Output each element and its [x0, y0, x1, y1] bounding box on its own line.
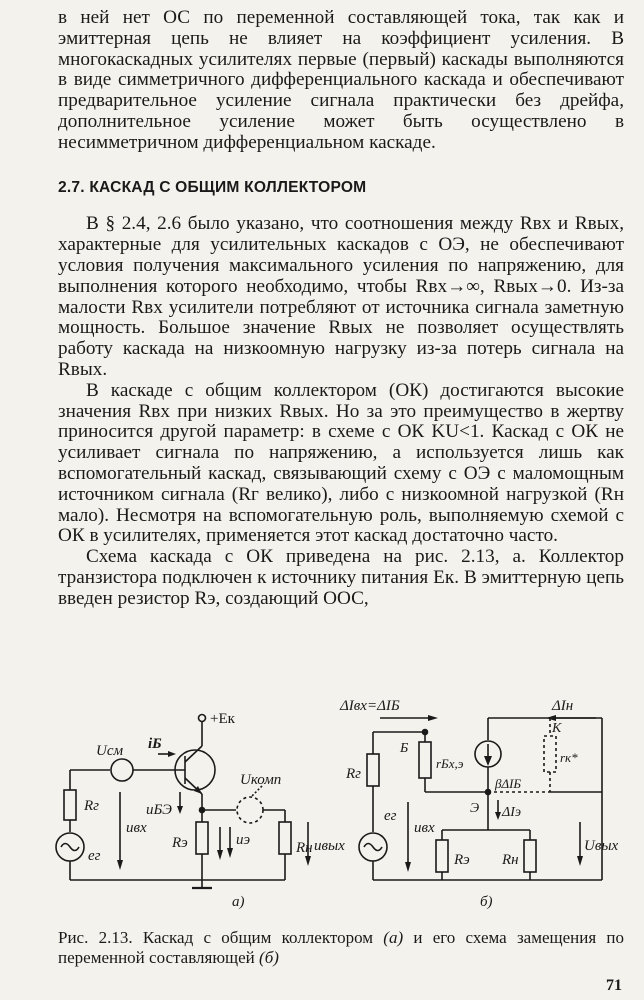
uout-label-a: uвых — [314, 838, 345, 854]
delta-ie-label: ΔIэ — [502, 805, 522, 820]
uin-label-a: uвх — [126, 820, 147, 836]
section-heading: 2.7. КАСКАД С ОБЩИМ КОЛЛЕКТОРОМ — [58, 178, 367, 196]
figure-caption — [58, 928, 624, 968]
ukomp-label: Uкомп — [240, 772, 282, 788]
paragraph-2: В § 2.4, 2.6 было указано, что соотношения между Rвх и Rвых, характерные для усилительных каскадов с ОЭ, не обеспечивают условия получения максимального усиления по напряжению, для выполнения которого необходимо, чтобы Rвх→∞, Rвых→0. Из-за малости Rвх усилители потребляют от источника сигнала заметную мощность. Большое значение Rвых не позволяет осуществлять работу каскада на низкоомную нагрузку из-за потерь сигнала на Rвых. — [58, 213, 624, 380]
rk-label: rк* — [560, 750, 578, 765]
ucm-label: Uсм — [96, 743, 124, 759]
ube-label: uБЭ — [146, 802, 172, 818]
paragraph-4: Схема каскада с ОК приведена на рис. 2.13, а. Коллектор транзистора подключен к источнику питания Eк. В эмиттерную цепь введен резистор Rэ, создающий ООС, — [58, 546, 624, 609]
delta-ivx-label: ΔIвх=ΔIБ — [340, 698, 400, 714]
circuit-diagrams — [40, 692, 630, 917]
figure-2-13 — [40, 692, 630, 917]
caption-a: (а) — [383, 928, 404, 947]
caption-prefix: Рис. 2.13. Каскад с общим коллектором — [58, 928, 384, 947]
rn-label-b: Rн — [502, 852, 519, 868]
label-b: б) — [480, 894, 493, 910]
beta-label: βΔIБ — [495, 776, 522, 791]
paragraph-3: В каскаде с общим коллектором (ОК) достигаются высокие значения Rвх при низких Rвых. Но за это преимущество в жертву приносится другой параметр: в схеме с ОК KU<1. Каскад с ОК не усиливает сигнала по напряжению, а используется лишь как вспомогательный каскад, связывающий схему с ОЭ с маломощным источником сигнала (Rг велико), либо с низкоомной нагрузкой (Rн мало). Несмотря на вспомогательную роль, выполняемую схемой с ОК в усилителях, применяется этот каскад достаточно часто. — [58, 379, 624, 547]
rg-label-b: Rг — [346, 766, 362, 782]
supply-label: +Eк — [210, 711, 235, 727]
rn-label-a: Rн — [296, 840, 313, 856]
label-a: а) — [232, 894, 245, 910]
node-b-label: Б — [400, 741, 409, 756]
rbe-label: rБх,э — [436, 756, 464, 771]
ue-label-a: uэ — [236, 832, 251, 848]
diagram-a — [56, 711, 345, 910]
re-label-b: Rэ — [454, 852, 470, 868]
delta-in-label: ΔIн — [552, 698, 574, 714]
diagram-b — [339, 698, 619, 910]
uout-label-b: Uвых — [584, 838, 619, 854]
caption-b: (б) — [259, 948, 279, 967]
node-k-label: К — [552, 721, 562, 736]
rg-label-a: Rг — [84, 798, 100, 814]
node-e-label: Э — [470, 801, 480, 816]
page-number: 71 — [606, 977, 622, 994]
eg-label-a: eг — [88, 848, 101, 864]
caption-middle: и его схема замещения по переменной составляющей — [58, 928, 625, 967]
re-label-a: Rэ — [172, 835, 188, 851]
body-text — [58, 8, 624, 610]
uin-label-b: uвх — [414, 820, 435, 836]
ib-label: iБ — [148, 736, 162, 752]
paragraph-1: в ней нет ОС по переменной составляющей тока, так как и эмиттерная цепь не влияет на коэффициент усиления. В многокаскадных усилителях первые (первый) каскады выполняются в виде симметричного дифференциального каскада и обеспечивают предварительное усиление сигнала практически без дрейфа, дополнительное усиление может быть осуществлено в несимметричном дифференциальном каскаде. — [58, 7, 624, 153]
eg-label-b: eг — [384, 808, 397, 824]
